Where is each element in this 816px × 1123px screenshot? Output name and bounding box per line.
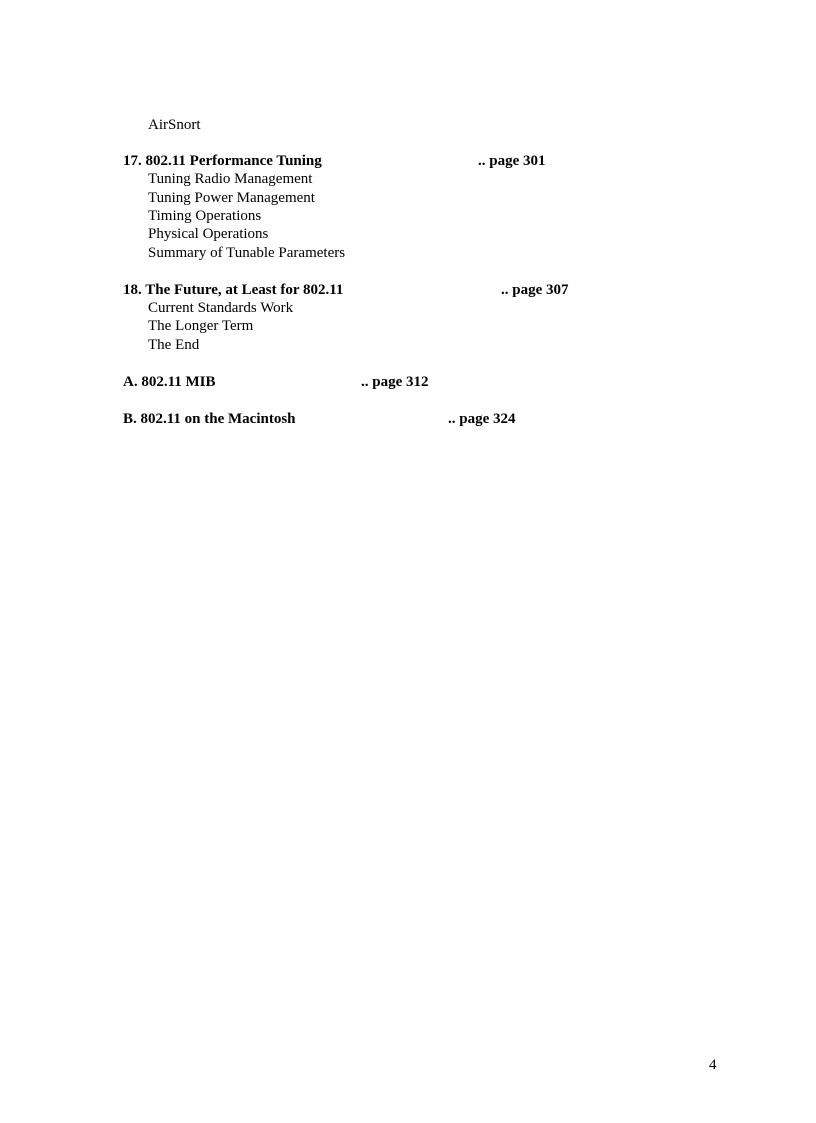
toc-sub-item: Tuning Power Management	[148, 190, 315, 206]
toc-sub-item: Timing Operations	[148, 208, 262, 224]
toc-sub-item: Tuning Radio Management	[148, 171, 313, 187]
toc-sub-item: The Longer Term	[148, 318, 254, 334]
page-number: 4	[709, 1057, 717, 1073]
chapter-18-title: 18. The Future, at Least for 802.11	[123, 282, 344, 298]
chapter-18-page-ref: .. page 307	[501, 282, 569, 298]
appendix-a-title: A. 802.11 MIB	[123, 374, 216, 390]
toc-sub-item: The End	[148, 337, 200, 353]
appendix-b-title: B. 802.11 on the Macintosh	[123, 411, 296, 427]
toc-sub-item: Current Standards Work	[148, 300, 294, 316]
appendix-b-page-ref: .. page 324	[448, 411, 516, 427]
toc-sub-item: Physical Operations	[148, 226, 269, 242]
appendix-a-page-ref: .. page 312	[361, 374, 429, 390]
chapter-17-page-ref: .. page 301	[478, 153, 546, 169]
chapter-17-title: 17. 802.11 Performance Tuning	[123, 153, 322, 169]
toc-sub-item: Summary of Tunable Parameters	[148, 245, 346, 261]
toc-sub-item: AirSnort	[148, 117, 201, 133]
